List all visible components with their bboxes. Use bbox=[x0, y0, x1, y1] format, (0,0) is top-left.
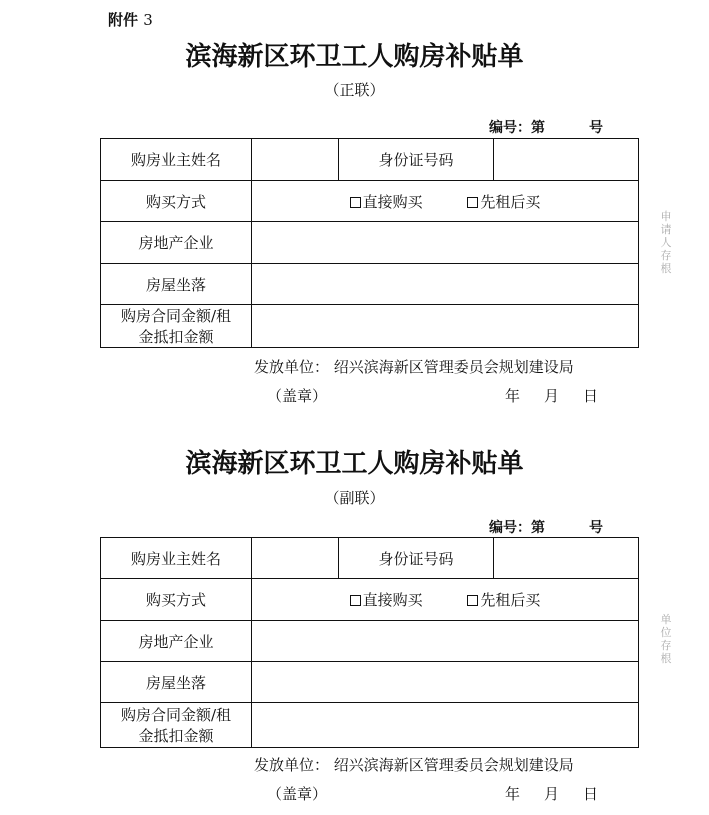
location-label: 房屋坐落 bbox=[101, 662, 252, 703]
owner-name-label: 购房业主姓名 bbox=[101, 139, 252, 181]
id-number-label: 身份证号码 bbox=[339, 139, 494, 181]
location-label: 房屋坐落 bbox=[101, 264, 252, 305]
amount-field[interactable] bbox=[252, 305, 639, 348]
amount-label: 购房合同金额/租 金抵扣金额 bbox=[101, 703, 252, 748]
owner-name-field[interactable] bbox=[252, 538, 339, 579]
developer-label: 房地产企业 bbox=[101, 621, 252, 662]
developer-field[interactable] bbox=[252, 621, 639, 662]
option-rent-then-buy[interactable]: 先租后买 bbox=[467, 191, 540, 212]
purchase-method-label: 购买方式 bbox=[101, 181, 252, 222]
checkbox-icon[interactable] bbox=[350, 197, 361, 208]
option-rent-then-buy[interactable]: 先租后买 bbox=[467, 589, 540, 610]
copy-label: （正联） bbox=[324, 81, 385, 99]
owner-name-field[interactable] bbox=[252, 139, 339, 181]
purchase-method-label: 购买方式 bbox=[101, 579, 252, 621]
checkbox-icon[interactable] bbox=[467, 197, 478, 208]
applicant-stub-note: 申请人存根 bbox=[660, 210, 672, 275]
stamp-label: （盖章） bbox=[267, 785, 328, 803]
id-number-field[interactable] bbox=[494, 139, 639, 181]
date-line: 年 月 日 bbox=[505, 387, 599, 405]
attachment-label: 附件 3 bbox=[108, 11, 153, 29]
option-direct-purchase[interactable]: 直接购买 bbox=[350, 589, 423, 610]
checkbox-icon[interactable] bbox=[350, 595, 361, 606]
developer-field[interactable] bbox=[252, 222, 639, 264]
option-direct-purchase[interactable]: 直接购买 bbox=[350, 191, 423, 212]
amount-field[interactable] bbox=[252, 703, 639, 748]
amount-label: 购房合同金额/租 金抵扣金额 bbox=[101, 305, 252, 348]
serial-number: 编号：第 号 bbox=[489, 520, 603, 536]
copy-label: （副联） bbox=[324, 489, 385, 507]
form-title: 滨海新区环卫工人购房补贴单 bbox=[185, 42, 524, 72]
serial-number: 编号：第 号 bbox=[489, 120, 603, 136]
checkbox-icon[interactable] bbox=[467, 595, 478, 606]
issuer-line: 发放单位： 绍兴滨海新区管理委员会规划建设局 bbox=[254, 756, 574, 774]
purchase-method-options bbox=[252, 579, 639, 621]
developer-label: 房地产企业 bbox=[101, 222, 252, 264]
stamp-label: （盖章） bbox=[267, 387, 328, 405]
purchase-method-options bbox=[252, 181, 639, 222]
location-field[interactable] bbox=[252, 264, 639, 305]
subsidy-form-table bbox=[100, 138, 639, 348]
form-title: 滨海新区环卫工人购房补贴单 bbox=[185, 449, 524, 479]
issuer-line: 发放单位： 绍兴滨海新区管理委员会规划建设局 bbox=[254, 358, 574, 376]
unit-stub-note: 单位存根 bbox=[660, 613, 672, 665]
subsidy-form-table bbox=[100, 537, 639, 748]
location-field[interactable] bbox=[252, 662, 639, 703]
owner-name-label: 购房业主姓名 bbox=[101, 538, 252, 579]
date-line: 年 月 日 bbox=[505, 785, 599, 803]
id-number-label: 身份证号码 bbox=[339, 538, 494, 579]
id-number-field[interactable] bbox=[494, 538, 639, 579]
